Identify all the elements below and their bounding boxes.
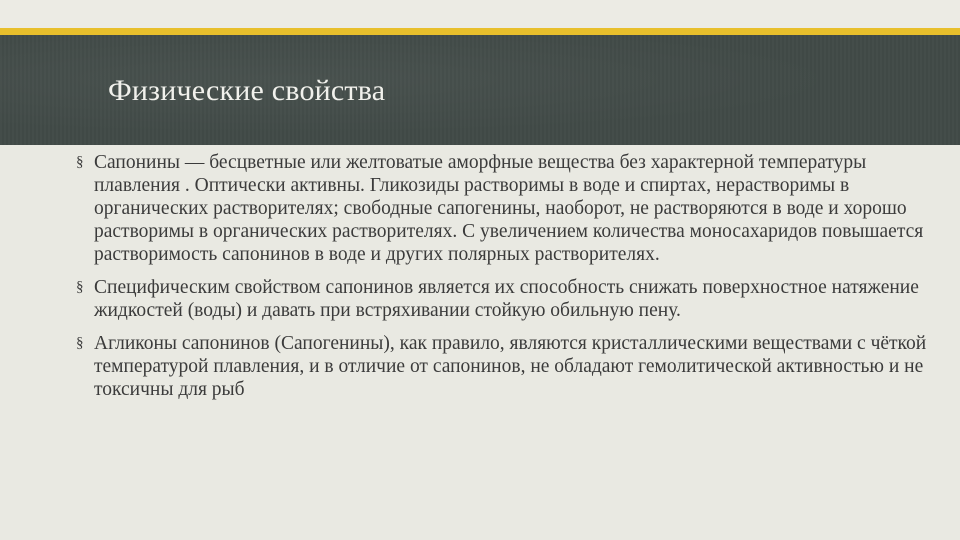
bullet-text: Сапонины — бесцветные или желтоватые аморфные вещества без характерной температуры плавления . Оптически активны. Гликозиды растворимы в воде и спиртах, нерастворимы в органических растворителях; свободные сапогенины, наоборот, не растворяются в воде и хорошо растворимы в органических растворителях. С увеличением количества моносахаридов повышается растворимость сапонинов в воде и других полярных растворителях. — [94, 152, 924, 265]
bullet-item — [76, 332, 936, 401]
slide-title: Физические свойства — [108, 74, 386, 107]
top-stripe — [0, 0, 960, 28]
bullet-item — [76, 151, 936, 266]
bullet-marker-icon: § — [76, 154, 84, 170]
bullet-list — [76, 151, 936, 411]
bullet-text: Специфическим свойством сапонинов является их способность снижать поверхностное натяжение жидкостей (воды) и давать при встряхивании стойкую обильную пену. — [94, 277, 919, 321]
bullet-text: Агликоны сапонинов (Сапогенины), как правило, являются кристаллическими веществами с чёткой температурой плавления, и в отличие от сапонинов, не обладают гемолитической активностью и не токсичны для рыб — [94, 333, 927, 400]
bullet-item — [76, 276, 936, 322]
bullet-marker-icon: § — [76, 335, 84, 351]
accent-bar — [0, 28, 960, 35]
bullet-marker-icon: § — [76, 279, 84, 295]
